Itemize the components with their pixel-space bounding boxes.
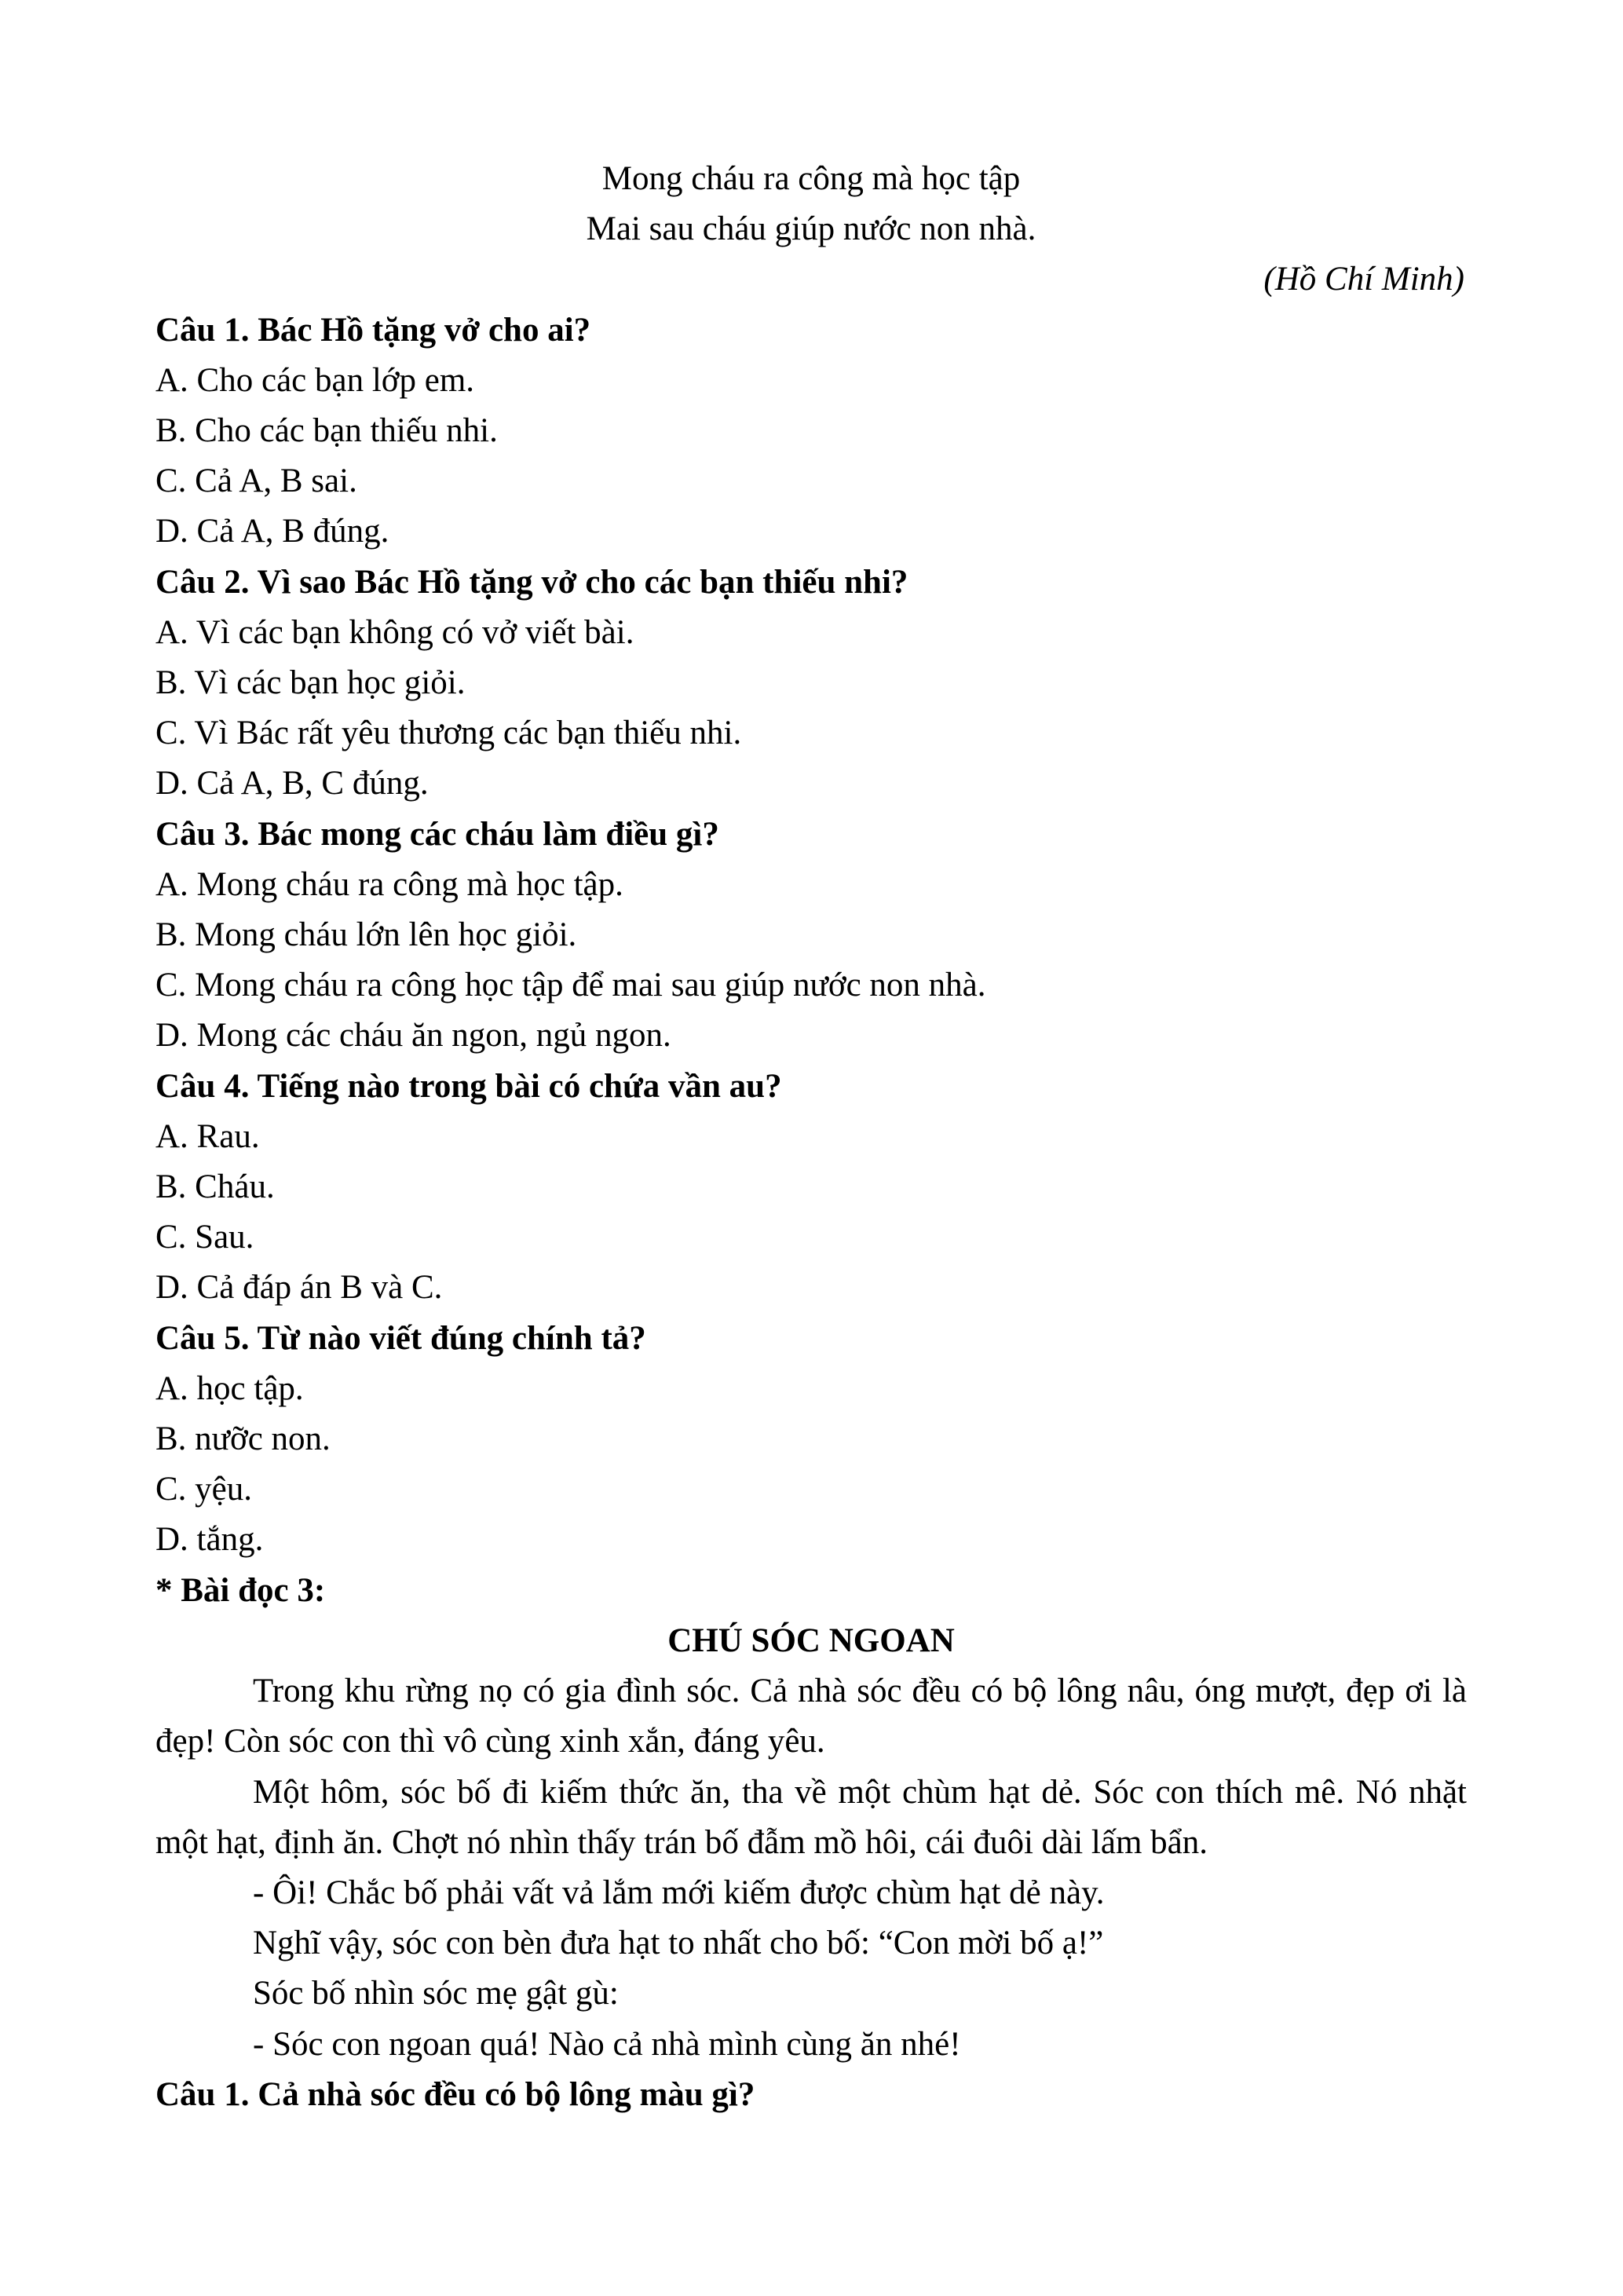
poem-line-1: Mong cháu ra công mà học tập <box>601 160 1021 197</box>
question-1-option-b: B. Cho các bạn thiếu nhi. <box>155 412 498 450</box>
question-5-option-d: D. tắng. <box>155 1521 264 1559</box>
question-5-option-a: A. học tập. <box>155 1369 304 1407</box>
question-1-title: Câu 1. Bác Hồ tặng vở cho ai? <box>155 311 591 349</box>
question-3-option-b: B. Mong cháu lớn lên học giỏi. <box>155 916 577 954</box>
reading-3-paragraph-4: Sóc bố nhìn sóc mẹ gật gù: <box>253 1975 619 2013</box>
question-4-option-c: C. Sau. <box>155 1219 254 1256</box>
reading-3-dialogue-1: - Ôi! Chắc bố phải vất vả lắm mới kiếm được chùm hạt dẻ này. <box>253 1874 1105 1911</box>
question-1-option-a: A. Cho các bạn lớp em. <box>155 361 475 399</box>
question-5-option-c: C. yệu. <box>155 1471 253 1508</box>
reading-3-question-1-title: Câu 1. Cả nhà sóc đều có bộ lông màu gì? <box>155 2075 755 2113</box>
poem-line-2: Mai sau cháu giúp nước non nhà. <box>586 210 1036 248</box>
question-2-option-a: A. Vì các bạn không có vở viết bài. <box>155 613 634 651</box>
question-4-title: Câu 4. Tiếng nào trong bài có chứa vần au? <box>155 1067 782 1105</box>
question-1-option-c: C. Cả A, B sai. <box>155 462 357 500</box>
question-2-option-c: C. Vì Bác rất yêu thương các bạn thiếu nhi. <box>155 715 742 752</box>
reading-3-dialogue-2: - Sóc con ngoan quá! Nào cả nhà mình cùng ăn nhé! <box>253 2025 961 2063</box>
reading-3-paragraph-2: Một hôm, sóc bố đi kiếm thức ăn, tha về một chùm hạt dẻ. Sóc con thích mê. Nó nhặt một hạt, định ăn. Chợt nó nhìn thấy trán bố đẫm mồ hôi, cái đuôi dài lấm bẩn. <box>155 1773 1467 1861</box>
question-4-option-a: A. Rau. <box>155 1117 260 1155</box>
document-page <box>155 154 1467 2120</box>
poem-author: (Hồ Chí Minh) <box>1263 261 1464 298</box>
question-1-option-d: D. Cả A, B đúng. <box>155 513 389 550</box>
question-4-option-d: D. Cả đáp án B và C. <box>155 1269 443 1307</box>
question-2-option-b: B. Vì các bạn học giỏi. <box>155 664 466 702</box>
question-5-title: Câu 5. Từ nào viết đúng chính tả? <box>155 1319 646 1357</box>
question-2-title: Câu 2. Vì sao Bác Hồ tặng vở cho các bạn thiếu nhi? <box>155 563 908 601</box>
question-2-option-d: D. Cả A, B, C đúng. <box>155 765 429 803</box>
reading-3-paragraph-1: Trong khu rừng nọ có gia đình sóc. Cả nhà sóc đều có bộ lông nâu, óng mượt, đẹp ơi là đẹp! Còn sóc con thì vô cùng xinh xắn, đáng yêu. <box>155 1673 1467 1760</box>
question-3-option-c: C. Mong cháu ra công học tập để mai sau giúp nước non nhà. <box>155 967 986 1004</box>
question-3-option-a: A. Mong cháu ra công mà học tập. <box>155 865 623 903</box>
reading-3-paragraph-3: Nghĩ vậy, sóc con bèn đưa hạt to nhất cho bố: “Con mời bố ạ!” <box>253 1925 1104 1962</box>
question-5-option-b: B. nưỡc non. <box>155 1420 331 1458</box>
question-3-option-d: D. Mong các cháu ăn ngon, ngủ ngon. <box>155 1017 671 1055</box>
reading-3-title: CHÚ SÓC NGOAN <box>667 1621 955 1659</box>
question-3-title: Câu 3. Bác mong các cháu làm điều gì? <box>155 815 719 853</box>
reading-3-heading: * Bài đọc 3: <box>155 1571 326 1609</box>
question-4-option-b: B. Cháu. <box>155 1168 275 1206</box>
